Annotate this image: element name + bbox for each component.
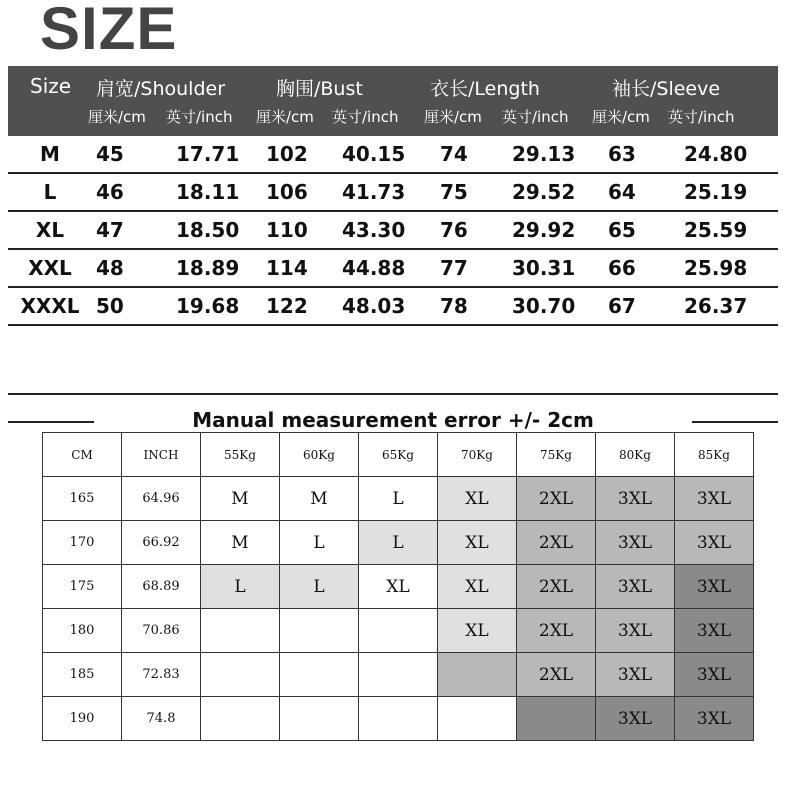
measurement-value: 74 [440,142,468,166]
recommended-size-cell: M [201,521,280,565]
measurement-value: 29.52 [512,180,576,204]
measurement-value: 77 [440,256,468,280]
measurement-value: 122 [266,294,308,318]
fit-grid-header-cell: 60Kg [280,433,359,477]
size-label: XXL [28,256,72,280]
size-label: L [43,180,57,204]
measurement-value: 102 [266,142,308,166]
measurement-note: Manual measurement error +/- 2cm [192,408,594,432]
fit-grid-row [43,697,754,741]
recommended-size-cell [438,653,517,697]
recommended-size-cell: 3XL [675,477,754,521]
height-cm-cell: 190 [43,697,122,741]
size-chart-header [8,66,778,136]
unit-header: 英寸/inch [332,108,399,126]
size-column-header: Size [30,74,72,98]
height-inch-cell: 68.89 [122,565,201,609]
measurement-value: 19.68 [176,294,240,318]
recommended-size-cell: M [201,477,280,521]
unit-header: 英寸/inch [668,108,735,126]
measurement-value: 63 [608,142,636,166]
size-row [8,136,778,174]
size-label: XL [35,218,65,242]
recommended-size-cell: 3XL [596,477,675,521]
recommended-size-cell [201,653,280,697]
fit-grid-row [43,609,754,653]
measurement-value: 30.70 [512,294,576,318]
recommended-size-cell: 3XL [675,521,754,565]
recommended-size-cell: XL [359,565,438,609]
measurement-value: 67 [608,294,636,318]
recommended-size-cell [280,697,359,741]
measurement-value: 110 [266,218,308,242]
measurement-value: 78 [440,294,468,318]
measurement-value: 48 [96,256,124,280]
measurement-value: 29.92 [512,218,576,242]
measurement-value: 66 [608,256,636,280]
unit-header: 厘米/cm [424,108,482,126]
recommended-size-cell [201,609,280,653]
fit-grid-header-cell: 80Kg [596,433,675,477]
recommended-size-cell: L [280,565,359,609]
sleeve-header: 袖长/Sleeve [612,78,721,100]
measurement-value: 26.37 [684,294,748,318]
recommended-size-cell: 2XL [517,477,596,521]
recommended-size-cell [201,697,280,741]
recommended-size-cell: XL [438,609,517,653]
measurement-value: 50 [96,294,124,318]
page-title: SIZE [40,0,178,62]
size-label: M [40,142,60,166]
recommended-size-cell [280,609,359,653]
measurement-value: 64 [608,180,636,204]
size-chart [8,66,778,432]
recommended-size-cell: L [280,521,359,565]
measurement-value: 25.59 [684,218,748,242]
recommended-size-cell: L [359,521,438,565]
unit-header: 英寸/inch [166,108,233,126]
measurement-value: 48.03 [342,294,406,318]
measurement-value: 44.88 [342,256,406,280]
recommended-size-cell: 3XL [596,653,675,697]
length-header: 衣长/Length [430,78,540,100]
height-cm-cell: 165 [43,477,122,521]
size-label: XXXL [20,294,80,318]
recommended-size-cell [517,697,596,741]
unit-header: 厘米/cm [256,108,314,126]
size-chart-body [8,136,778,326]
bust-header: 胸围/Bust [276,78,363,100]
recommended-size-cell: 2XL [517,565,596,609]
measurement-value: 17.71 [176,142,240,166]
recommended-size-cell: M [280,477,359,521]
fit-grid-row [43,477,754,521]
fit-grid-row [43,565,754,609]
measurement-value: 76 [440,218,468,242]
measurement-value: 18.50 [176,218,240,242]
unit-header: 英寸/inch [502,108,569,126]
measurement-value: 46 [96,180,124,204]
size-row [8,212,778,250]
fit-grid-header-cell: 65Kg [359,433,438,477]
fit-grid-row [43,521,754,565]
measurement-value: 41.73 [342,180,406,204]
unit-header: 厘米/cm [592,108,650,126]
recommended-size-cell: 3XL [596,609,675,653]
height-inch-cell: 70.86 [122,609,201,653]
recommended-size-cell: L [359,477,438,521]
height-cm-cell: 180 [43,609,122,653]
height-inch-cell: 74.8 [122,697,201,741]
size-row [8,288,778,326]
measurement-value: 45 [96,142,124,166]
recommended-size-cell [359,653,438,697]
recommended-size-cell: L [201,565,280,609]
measurement-value: 47 [96,218,124,242]
section-divider [8,393,778,395]
fit-grid-header-cell: 70Kg [438,433,517,477]
measurement-value: 29.13 [512,142,576,166]
fit-grid [42,432,754,741]
measurement-value: 43.30 [342,218,406,242]
height-inch-cell: 64.96 [122,477,201,521]
fit-grid-header-cell: CM [43,433,122,477]
recommended-size-cell: 3XL [596,521,675,565]
recommended-size-cell: XL [438,521,517,565]
recommended-size-cell: 3XL [675,653,754,697]
recommended-size-cell: 2XL [517,609,596,653]
recommended-size-cell [280,653,359,697]
fit-grid-header-cell: 85Kg [675,433,754,477]
fit-grid-header-cell: 55Kg [201,433,280,477]
measurement-value: 18.11 [176,180,240,204]
height-cm-cell: 170 [43,521,122,565]
fit-grid-header-cell: 75Kg [517,433,596,477]
measurement-value: 25.19 [684,180,748,204]
recommended-size-cell [359,609,438,653]
recommended-size-cell [359,697,438,741]
measurement-value: 75 [440,180,468,204]
measurement-value: 114 [266,256,308,280]
height-cm-cell: 175 [43,565,122,609]
recommended-size-cell: 3XL [596,565,675,609]
measurement-value: 24.80 [684,142,748,166]
measurement-value: 25.98 [684,256,748,280]
recommended-size-cell: 3XL [675,609,754,653]
recommended-size-cell: 2XL [517,653,596,697]
fit-grid-header-cell: INCH [122,433,201,477]
recommended-size-cell [438,697,517,741]
note-rule-right [692,421,778,423]
measurement-value: 30.31 [512,256,576,280]
recommended-size-cell: 3XL [675,697,754,741]
height-inch-cell: 72.83 [122,653,201,697]
recommended-size-cell: XL [438,565,517,609]
fit-grid-header-row [43,433,754,477]
fit-grid-row [43,653,754,697]
size-row [8,250,778,288]
measurement-value: 65 [608,218,636,242]
recommended-size-cell: 2XL [517,521,596,565]
shoulder-header: 肩宽/Shoulder [96,78,226,100]
unit-header: 厘米/cm [88,108,146,126]
recommended-size-cell: XL [438,477,517,521]
height-inch-cell: 66.92 [122,521,201,565]
height-cm-cell: 185 [43,653,122,697]
size-row [8,174,778,212]
recommended-size-cell: 3XL [596,697,675,741]
measurement-value: 106 [266,180,308,204]
measurement-value: 18.89 [176,256,240,280]
recommended-size-cell: 3XL [675,565,754,609]
measurement-value: 40.15 [342,142,406,166]
